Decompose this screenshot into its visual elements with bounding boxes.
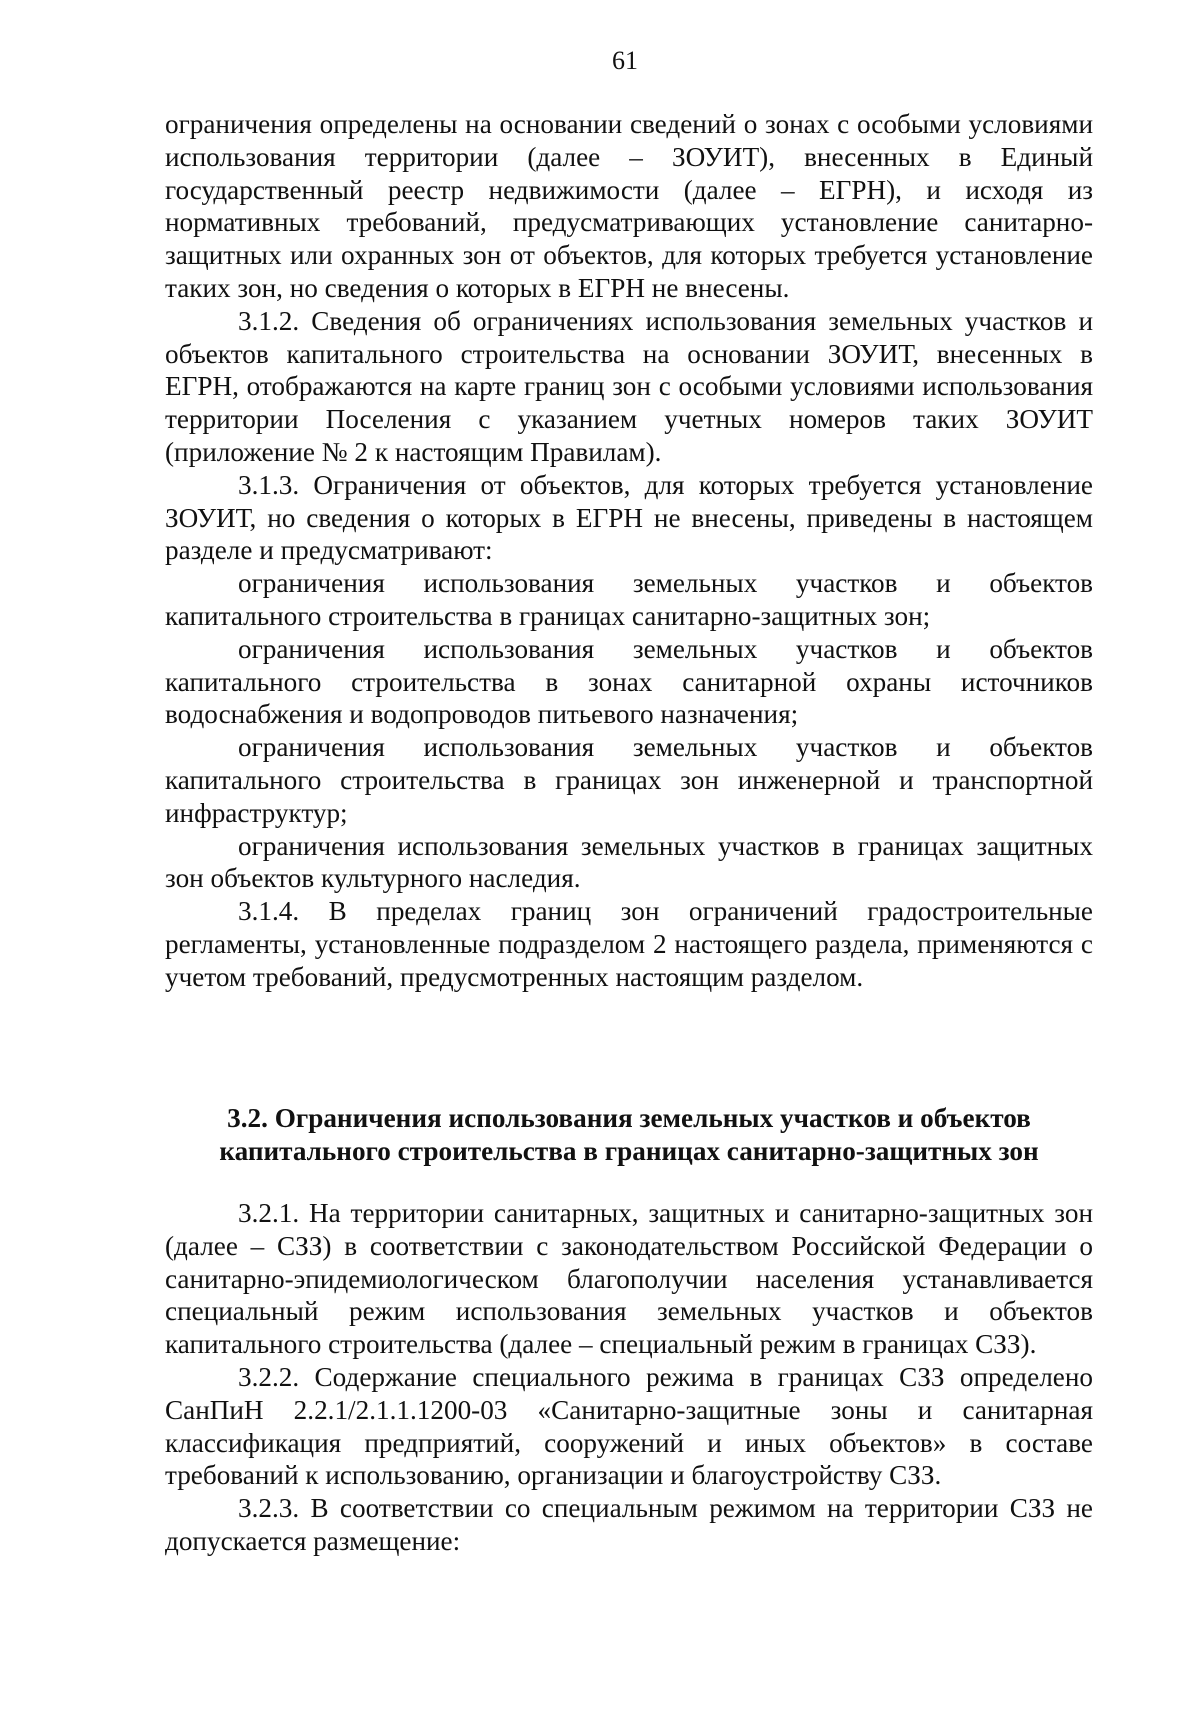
heading-line-2: капитального строительства в границах санитарно-защитных зон	[219, 1136, 1039, 1166]
paragraph-3-1-4: 3.1.4. В пределах границ зон ограничений градостроительные регламенты, установленные подразделом 2 настоящего раздела, применяются с учетом требований, предусмотренных настоящим разделом.	[165, 896, 1093, 992]
section-3-2-text	[165, 1197, 1093, 1558]
section-heading-3-2	[165, 1102, 1093, 1168]
page-number: 61	[612, 46, 638, 75]
list-item-heritage-zones: ограничения использования земельных участков в границах защитных зон объектов культурного наследия.	[165, 830, 1093, 894]
paragraph-3-2-3: 3.2.3. В соответствии со специальным режимом на территории СЗЗ не допускается размещение:	[165, 1493, 1093, 1556]
section-3-1-text	[165, 108, 1093, 994]
list-item-water-protection: ограничения использования земельных участков и объектов капитального строительства в зонах санитарной охраны источников водоснабжения и водопроводов питьевого назначения;	[165, 633, 1093, 730]
list-item-sanitary-zones: ограничения использования земельных участков и объектов капитального строительства в границах санитарно-защитных зон;	[165, 568, 1093, 631]
paragraph-3-1-2: 3.1.2. Сведения об ограничениях использования земельных участков и объектов капитального строительства на основании ЗОУИТ, внесенных в ЕГРН, отображаются на карте границ зон с особыми условиями использования территории Поселения с указанием учетных номеров таких ЗОУИТ (приложение № 2 к настоящим Правилам).	[165, 305, 1093, 467]
paragraph: ограничения определены на основании сведений о зонах с особыми условиями использования территории (далее – ЗОУИТ), внесенных в Единый государственный реестр недвижимости (далее – ЕГРН), и исходя из нормативных требований, предусматривающих установление санитарно-защитных или охранных зон от объектов, для которых требуется установление таких зон, но сведения о которых в ЕГРН не внесены.	[165, 109, 1093, 303]
heading-line-1: 3.2. Ограничения использования земельных участков и объектов	[227, 1103, 1031, 1133]
paragraph-3-2-1: 3.2.1. На территории санитарных, защитных и санитарно-защитных зон (далее – СЗЗ) в соответствии с законодательством Российской Федерации о санитарно-эпидемиологическом благополучии населения устанавливается специальный режим использования земельных участков и объектов капитального строительства (далее – специальный режим в границах СЗЗ).	[165, 1198, 1093, 1360]
paragraph-3-2-2: 3.2.2. Содержание специального режима в границах СЗЗ определено СанПиН 2.2.1/2.1.1.1200-03 «Санитарно-защитные зоны и санитарная классификация предприятий, сооружений и иных объектов» в составе требований к использованию, организации и благоустройству СЗЗ.	[165, 1361, 1093, 1491]
paragraph-3-1-3: 3.1.3. Ограничения от объектов, для которых требуется установление ЗОУИТ, но сведения о которых в ЕГРН не внесены, приведены в настоящем разделе и предусматривают:	[165, 469, 1093, 566]
list-item-infrastructure-zones: ограничения использования земельных участков и объектов капитального строительства в границах зон инженерной и транспортной инфраструктур;	[165, 732, 1093, 828]
